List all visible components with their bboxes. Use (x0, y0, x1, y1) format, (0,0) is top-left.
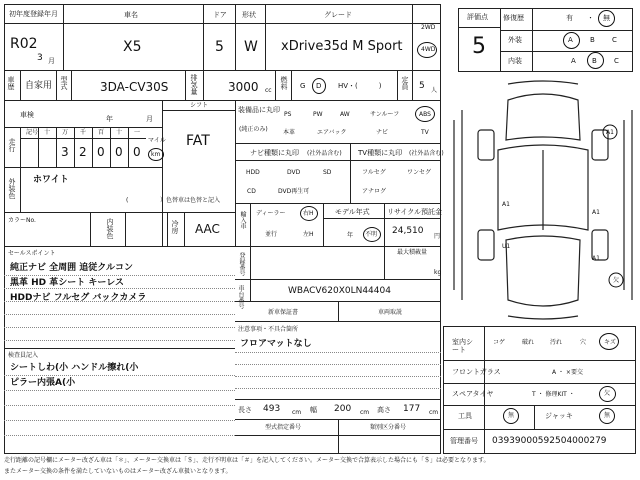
grade-label: グレード (324, 11, 352, 19)
shaken-year: 年 (106, 115, 113, 123)
color-paren: ( (126, 197, 129, 204)
fuel-label: 燃料 (280, 76, 288, 90)
cool-label: 冷房 (171, 220, 179, 234)
model-label: モデル年式 (335, 208, 370, 216)
disp-value: 3000 (228, 80, 259, 94)
odo-digit: 3 (61, 145, 69, 159)
navi-title: ナビ種類に丸印 (250, 149, 299, 157)
glass-label: フロントガラス (452, 368, 501, 376)
spare-label: スペアタイヤ (452, 390, 494, 398)
reg-label: 初年度登録年月 (9, 10, 58, 18)
selling-rule (4, 327, 235, 328)
max-load-unit: kg (434, 269, 442, 276)
cap-label: 定員 (401, 76, 409, 90)
cap-unit: 人 (431, 87, 438, 94)
mark-a1-rear: A1 (592, 209, 600, 216)
notes-rule (235, 352, 441, 353)
glass-value: A ・ ×要交 (552, 369, 583, 376)
odo-head: 十 (44, 129, 51, 136)
odo-divider (38, 127, 39, 167)
selling-rule (4, 288, 235, 289)
side-left (454, 110, 462, 300)
manual: 車両取説 (378, 309, 403, 316)
odo-head: 一 (134, 129, 141, 136)
recycle-unit: 円 (434, 233, 441, 240)
equip-item: PS (284, 111, 292, 118)
navi-dvd-play: DVD再生可 (278, 188, 310, 195)
import-right: 右H (303, 210, 314, 217)
inspector-rule (4, 390, 235, 391)
inspector-title: 検査員記入 (8, 352, 39, 359)
odo-mile: マイル (148, 137, 166, 144)
navi-dvd: DVD (287, 169, 301, 176)
int-b: B (592, 57, 597, 65)
seat-label: 室内シート (452, 338, 473, 355)
car-diagram (448, 80, 638, 324)
shape-label: 形状 (242, 11, 256, 19)
seat-item: キズ (604, 339, 616, 346)
odo-label: 走行 (8, 138, 16, 152)
tv-sub: (社外品含む) (409, 150, 444, 157)
import-dealer: ディーラー (256, 210, 286, 217)
type-value: 3DA-CV30S (100, 80, 169, 94)
rear-bumper (508, 316, 578, 319)
jack-value: 無 (604, 412, 611, 419)
score-value: 5 (472, 34, 486, 59)
odo-head: 万 (62, 129, 69, 136)
type-no: 型式指定番号 (265, 424, 302, 431)
shift-label: シフト (190, 102, 209, 109)
equip-item: エアバック (317, 129, 347, 136)
wid-label: 幅 (310, 406, 317, 414)
odo-head: 十 (116, 129, 123, 136)
mark-a1-rr: A1 (592, 255, 600, 262)
navi-hdd: HDD (246, 169, 260, 176)
import-left: 左H (303, 231, 314, 238)
front-bumper (508, 81, 578, 84)
use-value: 自家用 (25, 81, 53, 91)
recycle-value: 24,510 (392, 226, 424, 236)
seat-item: 汚れ (550, 339, 563, 346)
use-label: 車歴 (7, 76, 15, 90)
wid-unit: cm (360, 409, 370, 416)
odo-divider (92, 127, 93, 167)
disp-unit: cc (265, 87, 272, 94)
ext-label: 外装 (508, 36, 522, 44)
notes-rule (235, 364, 441, 365)
cool-value: AAC (195, 222, 220, 236)
mark-a1-right: A1 (606, 129, 614, 136)
int-grade-label: 内装 (508, 57, 522, 65)
month-unit: 月 (48, 57, 55, 65)
len-value: 493 (263, 404, 281, 414)
hei-unit: cm (429, 409, 439, 416)
odo-head: 千 (80, 129, 87, 136)
shape-value: W (244, 39, 258, 55)
mark-u1: U1 (502, 243, 511, 250)
inspector-rule (4, 375, 235, 376)
notes-rule (235, 388, 441, 389)
int-label: 内装色 (106, 218, 114, 239)
selling-rule (4, 275, 235, 276)
fuel-hv: HV・( ) (338, 82, 382, 90)
fuel-d: D (316, 82, 322, 90)
inspector-line: シートしわ(小 ハンドル擦れ(小 (10, 363, 139, 373)
odo-divider (128, 127, 129, 167)
color-no-label: カラーNo. (8, 217, 36, 224)
repair-no: 無 (603, 14, 610, 22)
seat-item: コゲ (493, 339, 506, 346)
navi-cd: CD (247, 188, 256, 195)
ext-c: C (612, 36, 617, 44)
side-right (624, 110, 632, 300)
repair-dot: ・ (587, 14, 594, 22)
reg-month: 3 (37, 53, 43, 63)
import-parallel: 並行 (265, 231, 278, 238)
mark-a1-left: A1 (502, 201, 510, 208)
import-label: 輸入車 (239, 211, 246, 229)
odo-digit: 2 (79, 145, 87, 159)
fuel-g: G (300, 82, 306, 90)
odo-km: km (151, 151, 161, 158)
disp-label: 排気量 (190, 74, 198, 95)
selling-rule (4, 314, 235, 315)
len-label: 長さ (238, 406, 252, 414)
seat-item: 破れ (522, 339, 535, 346)
jack-label: ジャッキ (545, 412, 573, 420)
class-no: 類別区分番号 (370, 424, 407, 431)
hei-label: 高さ (377, 406, 391, 414)
len-unit: cm (292, 409, 302, 416)
wheel-fl (478, 130, 494, 160)
color-note: ）色替車は色替と記入 (160, 197, 221, 204)
selling-title: セールスポイント (8, 250, 56, 257)
equip-item: ナビ (376, 129, 389, 136)
selling-line: HDDナビ フルセグ バックカメラ (10, 293, 147, 303)
odo-divider (110, 127, 111, 167)
odo-digit: 0 (115, 145, 123, 159)
spare-value: T ・ 修理KIT ・ (532, 391, 575, 398)
spare-none: 欠 (604, 390, 611, 397)
inspector-rule (4, 420, 235, 421)
tv-full: フルセグ (362, 169, 386, 176)
notes-rule (235, 376, 441, 377)
name-label: 車名 (124, 11, 138, 19)
footer-line-1: 走行距離の記号欄にメーター改ざん車は「＊」、メーター交換車は「＄」、走行不明車は「＃」を記入してください。メーター交換で合算表示した場合にも「＄」は必要となります。 (4, 457, 490, 464)
seat-scratch-circle (599, 333, 619, 350)
warranty: 新車保証書 (268, 309, 299, 316)
cap-value: 5 (419, 81, 425, 91)
odo-digit: 0 (97, 145, 105, 159)
vin-value: WBACV620X0LN44404 (288, 286, 391, 296)
shift-value: FAT (186, 133, 210, 149)
repair-label: 修復歴 (503, 14, 524, 22)
wheel-rl (478, 230, 494, 260)
color-value: ホワイト (33, 175, 69, 185)
equip-sub: (純正のみ) (239, 126, 268, 133)
tv-title: TV種類に丸印 (358, 149, 403, 157)
reg-value: R02 (10, 36, 38, 52)
type-label: 型式 (60, 76, 68, 90)
drive-2wd: 2WD (421, 24, 436, 31)
odo-head: 百 (98, 129, 105, 136)
equip-item: 本革 (283, 129, 296, 136)
name-value: X5 (123, 39, 142, 55)
score-label: 評価点 (467, 13, 488, 21)
selling-rule (4, 301, 235, 302)
footer-line-2: またメーター交換の条件を満たしていないものはメーター改ざん車扱いとなります。 (4, 468, 232, 475)
equip-item: AW (340, 111, 350, 118)
notes-line: フロアマットなし (240, 339, 312, 349)
equip-title: 装備品に丸印 (238, 106, 280, 114)
door-label: ドア (213, 11, 227, 19)
equip-item: サンルーフ (370, 111, 400, 118)
door-value: 5 (215, 39, 224, 55)
ext-b: B (590, 36, 595, 44)
selling-rule (4, 340, 235, 341)
car-rear (506, 236, 580, 306)
drive-4wd: 4WD (421, 46, 436, 53)
navi-sd: SD (323, 169, 332, 176)
tv-analog: アナログ (362, 188, 387, 195)
equip-item: TV (421, 129, 429, 136)
wid-value: 200 (334, 404, 352, 414)
tv-one: ワンセグ (407, 169, 432, 176)
model-year: 年 (347, 232, 354, 239)
car-body-top (506, 94, 580, 140)
reg-no-label: 登録番号 (238, 252, 245, 276)
odo-divider (74, 127, 75, 167)
odo-divider (56, 127, 57, 167)
odo-head-line (20, 138, 146, 139)
equip-item: PW (313, 111, 323, 118)
grade-value: xDrive35d M Sport (281, 39, 403, 54)
shaken-month: 月 (146, 115, 153, 123)
equip-abs-circle (415, 106, 435, 122)
mgmt-label: 管理番号 (450, 437, 478, 445)
mark-missing: 欠 (613, 277, 620, 284)
repair-yes: 有 (566, 14, 573, 22)
ext-a: A (568, 36, 573, 44)
color-label: 外装色 (8, 178, 16, 199)
odo-head: 記号 (26, 129, 39, 136)
equip-item: ABS (419, 111, 431, 118)
selling-line: 純正ナビ 全周囲 追従クルコン (10, 263, 133, 273)
hei-value: 177 (403, 404, 421, 414)
navi-sub: (社外品含む) (307, 150, 342, 157)
tool-label: 工具 (458, 412, 472, 420)
vin-label: 車台番号 (237, 285, 244, 309)
notes-title: 注意事項・不具合箇所 (238, 326, 299, 333)
max-load-label: 最大積載量 (397, 249, 428, 256)
model-unknown: 不明 (365, 231, 378, 238)
int-a: A (571, 57, 576, 65)
inspector-rule (4, 435, 235, 436)
recycle-label: リサイクル預託金 (387, 208, 443, 216)
mgmt-value: 0393900059250400027​9 (492, 436, 607, 446)
inspector-rule (4, 405, 235, 406)
int-c: C (614, 57, 619, 65)
seat-item: 穴 (580, 339, 587, 346)
tool-value: 無 (508, 412, 515, 419)
inspector-line: ピラー内張A(小 (10, 378, 76, 388)
selling-line: 黒革 HD 革シート キーレス (10, 278, 124, 288)
shaken-label: 車検 (20, 111, 34, 119)
odo-digit: 0 (133, 145, 141, 159)
